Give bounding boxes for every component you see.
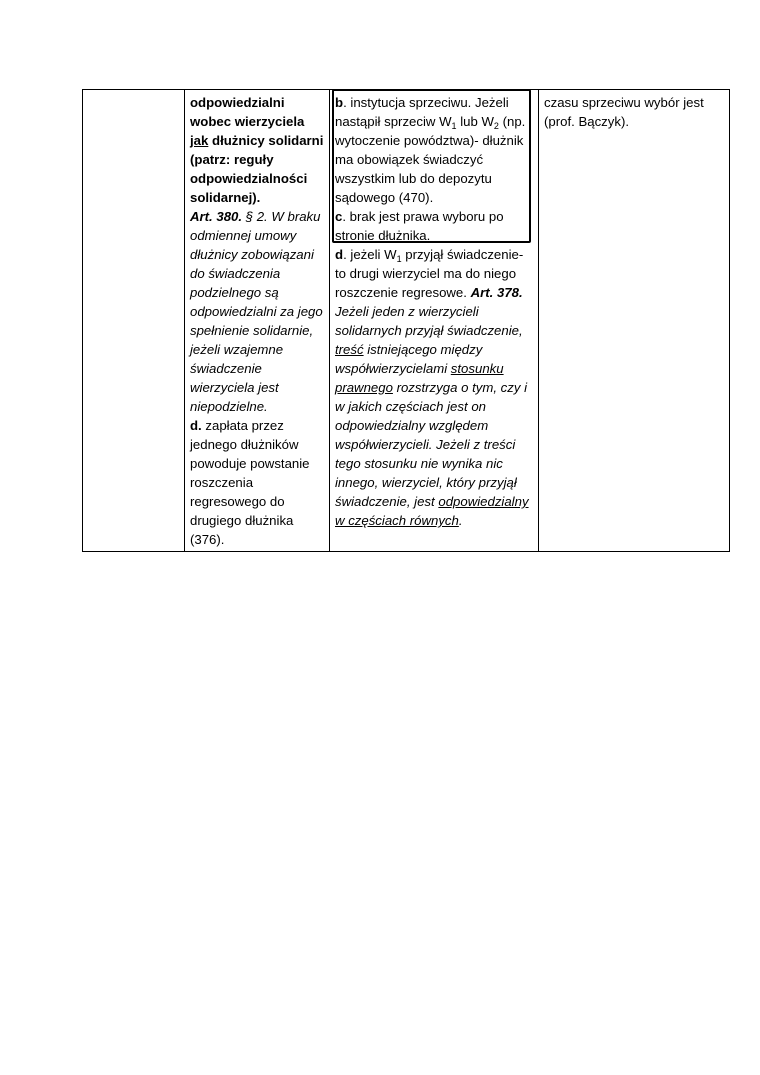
debtors-liability-text: odpowiedzialni wobec wierzyciela jak dłużnicy solidarni (patrz: reguły odpowiedzialności solidarnej). <box>190 95 324 205</box>
table-cell-creditors: b. instytucja sprzeciwu. Jeżeli nastąpił sprzeciw $W_1$ lub $W_2$ (np. wytoczenie powództwa)- dłużnik ma obowiązek świadczyć wszystkim lub do depozytu sądowego (470). c. brak jest prawa wyboru po stronie dłużnika. d. jeżeli $W_1$ przyjął świadczenie- to drugi wierzyciel ma do niego roszczenie regresowe. Art. 378. Jeżeli jeden z wierzycieli solidarnych przyjął świadczenie, treść istniejącego między współwierzycielami stosunku prawnego rozstrzyga o tym, czy i w jakich częściach jest on odpowiedzialny względem współwierzycieli. Jeżeli z treści tego stosunku nie wynika nic innego, wierzyciel, który przyjął świadczenie, jest odpowiedzialny w częściach równych. <box>330 90 539 552</box>
article-380-text: § 2. W braku odmiennej umowy dłużnicy zobowiązani do świadczenia podzielnego są odpowiedzialni za jego spełnienie solidarnie, jeżeli wzajemne świadczenie wierzyciela jest niepodzielne. <box>190 209 323 414</box>
article-380-label: Art. 380. <box>190 209 243 224</box>
underlined-word: jak <box>190 133 209 148</box>
point-c-label: c <box>335 209 343 224</box>
point-c-text: . brak jest prawa wyboru po stronie dłużnika. <box>335 209 504 243</box>
point-d-label: d. <box>190 418 202 433</box>
table-cell-empty <box>83 90 185 552</box>
point-b-label: b <box>335 95 344 110</box>
table-cell-debtors <box>185 90 330 552</box>
table-cell-note <box>539 90 730 552</box>
content-table <box>82 89 730 552</box>
note-text: czasu sprzeciwu wybór jest (prof. Bączyk). <box>544 95 704 129</box>
point-d-label: d <box>335 247 344 262</box>
article-378-text: Jeżeli jeden z wierzycieli solidarnych przyjął świadczenie, treść istniejącego między współwierzycielami stosunku prawnego rozstrzyga o tym, czy i w jakich częściach jest on odpowiedzialny względem współwierzycieli. Jeżeli z treści tego stosunku nie wynika nic innego, wierzyciel, który przyjął świadczenie, jest odpowiedzialny w częściach równych. <box>335 304 529 528</box>
point-d-text: zapłata przez jednego dłużników powoduje powstanie roszczenia regresowego do drugiego dłużnika (376). <box>190 418 310 547</box>
table-row <box>83 90 730 552</box>
article-378-label: Art. 378. <box>470 285 523 300</box>
